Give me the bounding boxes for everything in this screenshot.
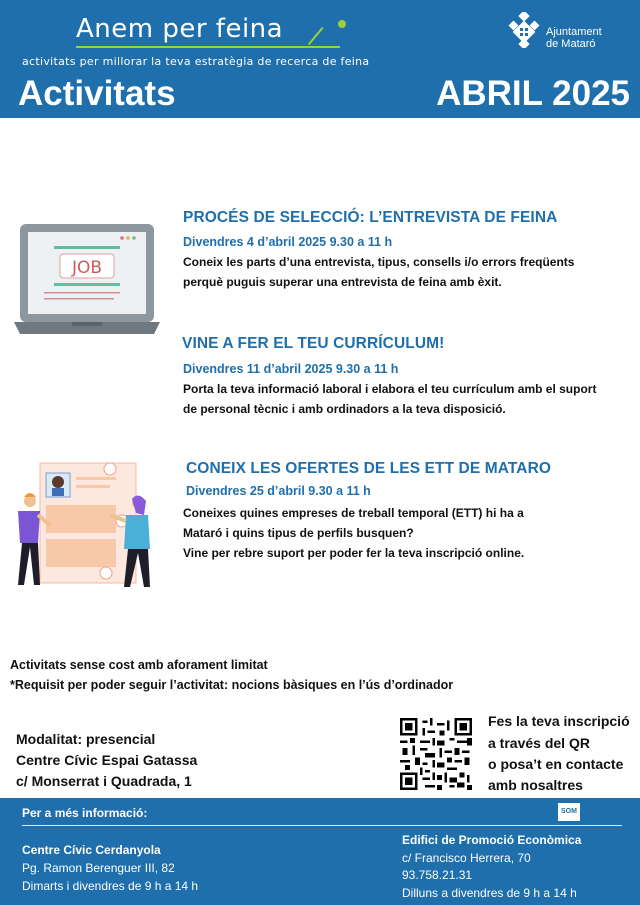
registration-line: o posa’t en contacte	[488, 756, 624, 772]
municipality-name	[546, 26, 602, 50]
event-1-title: PROCÉS DE SELECCIÓ: L’ENTREVISTA DE FEINA	[183, 209, 558, 226]
laptop-job-illustration	[14, 222, 160, 342]
brand-title: Anem per feina	[76, 14, 284, 44]
event-3-description	[183, 503, 524, 563]
event-2-date: Divendres 11 d’abril 2025 9.30 a 11 h	[183, 362, 399, 376]
registration-line: Fes la teva inscripció	[488, 713, 630, 729]
event-2-desc-line: Porta la teva informació laboral i elabora el teu currículum amb el suport	[183, 382, 597, 396]
event-2-description	[183, 379, 596, 419]
som-logo: SOM	[558, 803, 580, 821]
note-requirement: *Requisit per poder seguir l’activitat: nocions bàsiques en l’ús d’ordinador	[10, 678, 454, 692]
venue-name: Centre Cívic Espai Gatassa	[16, 752, 198, 768]
event-3-title: CONEIX LES OFERTES DE LES ETT DE MATARO	[186, 460, 552, 477]
left-office-address: Pg. Ramon Berenguer III, 82	[22, 861, 175, 875]
brand-subtitle: activitats per millorar la teva estratègia de recerca de feina	[22, 55, 370, 68]
right-office-hours: Dilluns a divendres de 9 h a 14 h	[402, 886, 577, 900]
left-office-name: Centre Cívic Cerdanyola	[22, 843, 161, 857]
month-title: ABRIL 2025	[436, 74, 630, 113]
event-2-title: VINE A FER EL TEU CURRÍCULUM!	[182, 335, 445, 352]
more-info-label: Per a més informació:	[22, 806, 148, 820]
event-1-desc-line: perquè puguis superar una entrevista de feina amb èxit.	[183, 275, 502, 289]
event-3-desc-line: Vine per rebre suport per poder fer la teva inscripció online.	[183, 546, 525, 560]
municipality-logo-icon	[508, 12, 540, 48]
note-free-cost: Activitats sense cost amb aforament limitat	[10, 658, 268, 672]
municipality-line-2: de Mataró	[546, 38, 596, 50]
job-label: JOB	[71, 258, 103, 278]
event-3-desc-line: Coneixes quines empreses de treball temporal (ETT) hi ha a	[183, 506, 524, 520]
municipality-line-1: Ajuntament	[546, 26, 602, 38]
registration-line: amb nosaltres	[488, 777, 583, 793]
event-1-description	[183, 252, 574, 292]
brand-underline	[76, 46, 340, 48]
qr-code-icon[interactable]	[400, 718, 472, 790]
event-3-date: Divendres 25 d’abril 9.30 a 11 h	[186, 484, 371, 498]
registration-line: a través del QR	[488, 735, 590, 751]
page-title: Activitats	[18, 74, 176, 113]
footer-divider	[22, 825, 622, 826]
event-1-desc-line: Coneix les parts d’una entrevista, tipus, consells i/o errors freqüents	[183, 255, 575, 269]
event-3-desc-line: Mataró i quins tipus de perfils busquen?	[183, 526, 414, 540]
right-office-phone[interactable]: 93.758.21.31	[402, 868, 473, 882]
left-office-hours: Dimarts i divendres de 9 h a 14 h	[22, 879, 199, 893]
modality-type: Modalitat: presencial	[16, 731, 156, 747]
right-office-name: Edifici de Promoció Econòmica	[402, 833, 582, 847]
people-cv-illustration	[10, 455, 170, 600]
venue-address: c/ Monserrat i Quadrada, 1	[16, 773, 192, 789]
brand-dot	[338, 20, 346, 28]
event-1-date: Divendres 4 d’abril 2025 9.30 a 11 h	[183, 235, 393, 249]
event-2-desc-line: de personal tècnic i amb ordinadors a la teva disposició.	[183, 402, 506, 416]
right-office-address: c/ Francisco Herrera, 70	[402, 851, 531, 865]
